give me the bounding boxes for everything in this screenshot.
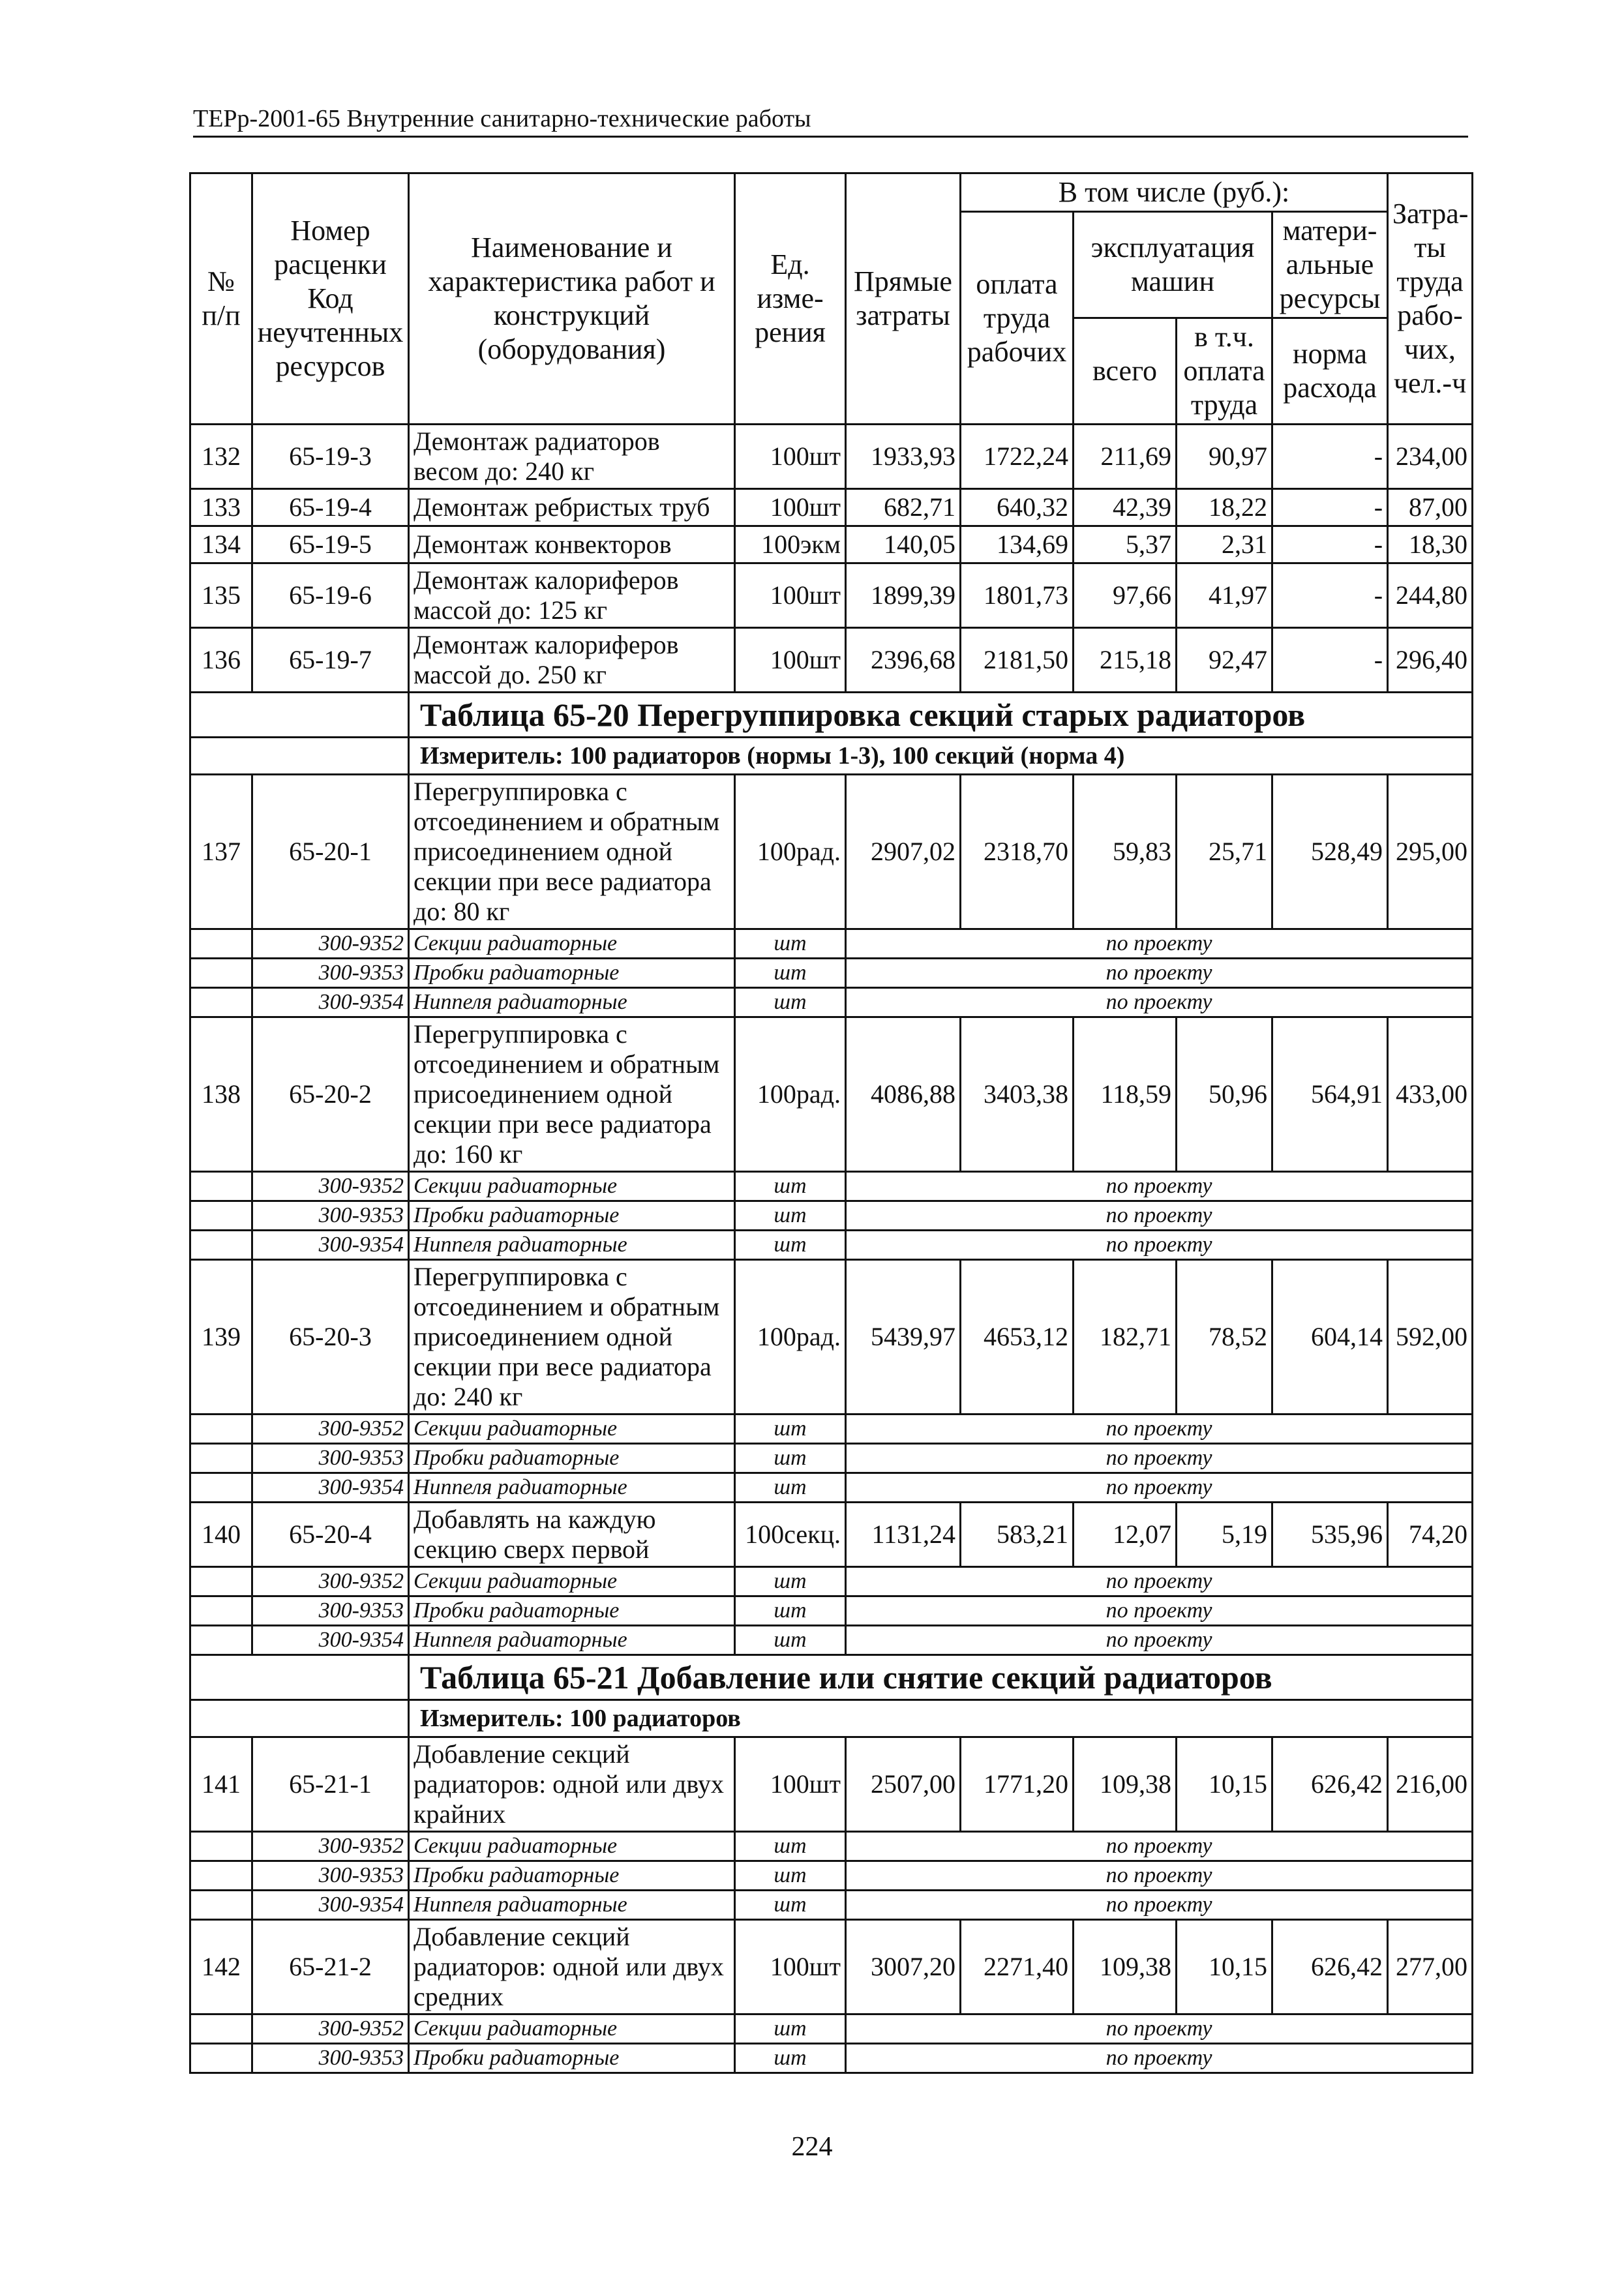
materials-norm: 564,91 <box>1272 1017 1388 1172</box>
unit: 100шт <box>735 489 846 526</box>
empty-cell <box>190 1415 252 1444</box>
direct-cost: 1899,39 <box>846 563 961 628</box>
labor-cost: 296,40 <box>1388 628 1473 693</box>
direct-cost: 2507,00 <box>846 1737 961 1832</box>
resource-name: Секции радиаторные <box>409 1415 735 1444</box>
machines-total: 42,39 <box>1074 489 1177 526</box>
direct-cost: 3007,20 <box>846 1920 961 2014</box>
materials-norm: - <box>1272 425 1388 489</box>
resource-code: 300-9354 <box>252 1891 409 1920</box>
resource-unit: шт <box>735 929 846 959</box>
resource-note: по проекту <box>846 1567 1473 1596</box>
table-row <box>190 1920 1473 2014</box>
resource-row <box>190 1567 1473 1596</box>
machines-total: 118,59 <box>1074 1017 1177 1172</box>
empty-cell <box>190 1832 252 1861</box>
machines-wages: 90,97 <box>1177 425 1272 489</box>
resource-row <box>190 1231 1473 1260</box>
resource-unit: шт <box>735 1201 846 1231</box>
wages-cost: 1771,20 <box>961 1737 1074 1832</box>
rate-code: 65-19-6 <box>252 563 409 628</box>
page-number: 224 <box>791 2132 833 2162</box>
resource-code: 300-9352 <box>252 929 409 959</box>
labor-cost: 74,20 <box>1388 1503 1473 1567</box>
materials-norm: - <box>1272 628 1388 693</box>
rate-code: 65-20-3 <box>252 1260 409 1415</box>
empty-cell <box>190 693 409 738</box>
machines-wages: 10,15 <box>1177 1737 1272 1832</box>
labor-cost: 216,00 <box>1388 1737 1473 1832</box>
resource-code: 300-9353 <box>252 1444 409 1473</box>
col-header-code: Номер расценки Код неучтенных ресурсов <box>252 173 409 425</box>
empty-cell <box>190 1567 252 1596</box>
machines-total: 12,07 <box>1074 1503 1177 1567</box>
resource-note: по проекту <box>846 1201 1473 1231</box>
unit: 100рад. <box>735 775 846 929</box>
empty-cell <box>190 738 409 775</box>
materials-norm: 528,49 <box>1272 775 1388 929</box>
row-number: 139 <box>190 1260 252 1415</box>
wages-cost: 640,32 <box>961 489 1074 526</box>
empty-cell <box>190 2044 252 2073</box>
row-number: 132 <box>190 425 252 489</box>
wages-cost: 1801,73 <box>961 563 1074 628</box>
resource-row <box>190 2044 1473 2073</box>
machines-wages: 10,15 <box>1177 1920 1272 2014</box>
wages-cost: 2318,70 <box>961 775 1074 929</box>
labor-cost: 433,00 <box>1388 1017 1473 1172</box>
empty-cell <box>190 1231 252 1260</box>
empty-cell <box>190 1626 252 1655</box>
materials-norm: 626,42 <box>1272 1737 1388 1832</box>
resource-name: Секции радиаторные <box>409 929 735 959</box>
machines-total: 215,18 <box>1074 628 1177 693</box>
wages-cost: 2181,50 <box>961 628 1074 693</box>
machines-wages: 50,96 <box>1177 1017 1272 1172</box>
col-header-wages: оплата труда рабочих <box>961 212 1074 425</box>
table-row <box>190 563 1473 628</box>
labor-cost: 18,30 <box>1388 526 1473 563</box>
col-header-no: № п/п <box>190 173 252 425</box>
row-number: 134 <box>190 526 252 563</box>
col-header-unit: Ед. изме-рения <box>735 173 846 425</box>
work-name: Демонтаж радиаторов весом до: 240 кг <box>409 425 735 489</box>
rate-code: 65-19-4 <box>252 489 409 526</box>
resource-name: Ниппеля радиаторные <box>409 1626 735 1655</box>
wages-cost: 134,69 <box>961 526 1074 563</box>
resource-code: 300-9353 <box>252 1861 409 1891</box>
resource-code: 300-9352 <box>252 1567 409 1596</box>
resource-note: по проекту <box>846 1172 1473 1201</box>
table-row <box>190 628 1473 693</box>
empty-cell <box>190 1596 252 1626</box>
row-number: 136 <box>190 628 252 693</box>
row-number: 142 <box>190 1920 252 2014</box>
labor-cost: 295,00 <box>1388 775 1473 929</box>
rate-code: 65-20-2 <box>252 1017 409 1172</box>
resource-row <box>190 1473 1473 1503</box>
machines-wages: 41,97 <box>1177 563 1272 628</box>
resource-name: Секции радиаторные <box>409 1567 735 1596</box>
resource-code: 300-9352 <box>252 2014 409 2044</box>
unit: 100рад. <box>735 1260 846 1415</box>
resource-unit: шт <box>735 1473 846 1503</box>
work-name: Перегруппировка с отсоединением и обратным присоединением одной секции при весе радиатора до: 80 кг <box>409 775 735 929</box>
resource-unit: шт <box>735 1415 846 1444</box>
machines-wages: 5,19 <box>1177 1503 1272 1567</box>
row-number: 135 <box>190 563 252 628</box>
unit: 100шт <box>735 425 846 489</box>
resource-code: 300-9352 <box>252 1832 409 1861</box>
unit: 100шт <box>735 628 846 693</box>
col-header-materials: матери-альные ресурсы <box>1272 212 1388 318</box>
table-row <box>190 1737 1473 1832</box>
machines-total: 211,69 <box>1074 425 1177 489</box>
table-row <box>190 489 1473 526</box>
unit: 100экм <box>735 526 846 563</box>
empty-cell <box>190 1655 409 1700</box>
unit: 100шт <box>735 1737 846 1832</box>
materials-norm: - <box>1272 526 1388 563</box>
resource-code: 300-9353 <box>252 1596 409 1626</box>
resource-code: 300-9354 <box>252 988 409 1017</box>
rate-code: 65-19-3 <box>252 425 409 489</box>
machines-total: 5,37 <box>1074 526 1177 563</box>
machines-wages: 78,52 <box>1177 1260 1272 1415</box>
empty-cell <box>190 1700 409 1737</box>
direct-cost: 1933,93 <box>846 425 961 489</box>
table-row <box>190 526 1473 563</box>
resource-code: 300-9353 <box>252 2044 409 2073</box>
resource-code: 300-9353 <box>252 1201 409 1231</box>
direct-cost: 2907,02 <box>846 775 961 929</box>
resource-note: по проекту <box>846 1596 1473 1626</box>
col-header-direct: Прямые затраты <box>846 173 961 425</box>
machines-wages: 25,71 <box>1177 775 1272 929</box>
resource-unit: шт <box>735 1891 846 1920</box>
resource-note: по проекту <box>846 1415 1473 1444</box>
unit: 100рад. <box>735 1017 846 1172</box>
row-number: 140 <box>190 1503 252 1567</box>
work-name: Демонтаж калориферов массой до: 125 кг <box>409 563 735 628</box>
rate-code: 65-20-1 <box>252 775 409 929</box>
machines-total: 109,38 <box>1074 1737 1177 1832</box>
resource-row <box>190 1832 1473 1861</box>
table-measure <box>190 738 1473 775</box>
table-row <box>190 1017 1473 1172</box>
resource-note: по проекту <box>846 2014 1473 2044</box>
col-header-machines: эксплуатация машин <box>1074 212 1272 318</box>
work-name: Добавлять на каждую секцию сверх первой <box>409 1503 735 1567</box>
resource-name: Пробки радиаторные <box>409 1861 735 1891</box>
work-name: Добавление секций радиаторов: одной или двух средних <box>409 1920 735 2014</box>
direct-cost: 2396,68 <box>846 628 961 693</box>
empty-cell <box>190 1172 252 1201</box>
wages-cost: 4653,12 <box>961 1260 1074 1415</box>
rate-code: 65-20-4 <box>252 1503 409 1567</box>
materials-norm: - <box>1272 489 1388 526</box>
resource-unit: шт <box>735 1832 846 1861</box>
table-title-text: Таблица 65-20 Перегруппировка секций старых радиаторов <box>409 693 1473 738</box>
col-header-materials-norm: норма расхода <box>1272 318 1388 425</box>
resource-note: по проекту <box>846 1231 1473 1260</box>
machines-total: 59,83 <box>1074 775 1177 929</box>
row-number: 141 <box>190 1737 252 1832</box>
resource-name: Пробки радиаторные <box>409 959 735 988</box>
row-number: 138 <box>190 1017 252 1172</box>
resource-unit: шт <box>735 959 846 988</box>
resource-name: Пробки радиаторные <box>409 2044 735 2073</box>
table-row <box>190 1503 1473 1567</box>
running-header: ТЕРр-2001-65 Внутренние санитарно-технические работы <box>193 105 811 132</box>
empty-cell <box>190 1891 252 1920</box>
resource-row <box>190 2014 1473 2044</box>
empty-cell <box>190 1861 252 1891</box>
resource-unit: шт <box>735 1231 846 1260</box>
resource-code: 300-9353 <box>252 959 409 988</box>
materials-norm: - <box>1272 563 1388 628</box>
work-name: Добавление секций радиаторов: одной или двух крайних <box>409 1737 735 1832</box>
table-row <box>190 1260 1473 1415</box>
rate-code: 65-19-7 <box>252 628 409 693</box>
empty-cell <box>190 988 252 1017</box>
wages-cost: 3403,38 <box>961 1017 1074 1172</box>
col-header-name: Наименование и характеристика работ и конструкций (оборудования) <box>409 173 735 425</box>
work-name: Демонтаж ребристых труб <box>409 489 735 526</box>
wages-cost: 1722,24 <box>961 425 1074 489</box>
resource-unit: шт <box>735 1596 846 1626</box>
resource-unit: шт <box>735 1172 846 1201</box>
resource-row <box>190 959 1473 988</box>
empty-cell <box>190 1201 252 1231</box>
table-measure <box>190 1700 1473 1737</box>
col-header-machines-wages: в т.ч. оплата труда <box>1177 318 1272 425</box>
row-number: 137 <box>190 775 252 929</box>
unit: 100секц. <box>735 1503 846 1567</box>
resource-code: 300-9354 <box>252 1231 409 1260</box>
resource-code: 300-9352 <box>252 1415 409 1444</box>
empty-cell <box>190 959 252 988</box>
table-title <box>190 693 1473 738</box>
resource-unit: шт <box>735 1567 846 1596</box>
machines-wages: 92,47 <box>1177 628 1272 693</box>
work-name: Перегруппировка с отсоединением и обратным присоединением одной секции при весе радиатора до: 240 кг <box>409 1260 735 1415</box>
resource-name: Пробки радиаторные <box>409 1596 735 1626</box>
resource-code: 300-9352 <box>252 1172 409 1201</box>
machines-total: 182,71 <box>1074 1260 1177 1415</box>
work-name: Демонтаж калориферов массой до. 250 кг <box>409 628 735 693</box>
rate-code: 65-21-2 <box>252 1920 409 2014</box>
resource-name: Ниппеля радиаторные <box>409 988 735 1017</box>
resource-name: Секции радиаторные <box>409 1172 735 1201</box>
resource-row <box>190 1415 1473 1444</box>
wages-cost: 2271,40 <box>961 1920 1074 2014</box>
rate-code: 65-21-1 <box>252 1737 409 1832</box>
rates-table <box>189 172 1473 2074</box>
resource-row <box>190 1172 1473 1201</box>
resource-row <box>190 1626 1473 1655</box>
resource-note: по проекту <box>846 1473 1473 1503</box>
resource-name: Секции радиаторные <box>409 2014 735 2044</box>
resource-name: Ниппеля радиаторные <box>409 1473 735 1503</box>
resource-note: по проекту <box>846 1444 1473 1473</box>
resource-note: по проекту <box>846 929 1473 959</box>
labor-cost: 234,00 <box>1388 425 1473 489</box>
direct-cost: 140,05 <box>846 526 961 563</box>
resource-note: по проекту <box>846 959 1473 988</box>
resource-row <box>190 1596 1473 1626</box>
materials-norm: 604,14 <box>1272 1260 1388 1415</box>
resource-note: по проекту <box>846 988 1473 1017</box>
row-number: 133 <box>190 489 252 526</box>
resource-note: по проекту <box>846 1626 1473 1655</box>
col-header-machines-total: всего <box>1074 318 1177 425</box>
resource-note: по проекту <box>846 1832 1473 1861</box>
resource-name: Пробки радиаторные <box>409 1444 735 1473</box>
machines-total: 109,38 <box>1074 1920 1177 2014</box>
direct-cost: 1131,24 <box>846 1503 961 1567</box>
direct-cost: 4086,88 <box>846 1017 961 1172</box>
machines-wages: 18,22 <box>1177 489 1272 526</box>
resource-note: по проекту <box>846 2044 1473 2073</box>
empty-cell <box>190 2014 252 2044</box>
table-measure-text: Измеритель: 100 радиаторов <box>409 1700 1473 1737</box>
resource-unit: шт <box>735 2044 846 2073</box>
resource-code: 300-9354 <box>252 1626 409 1655</box>
rate-code: 65-19-5 <box>252 526 409 563</box>
direct-cost: 682,71 <box>846 489 961 526</box>
labor-cost: 244,80 <box>1388 563 1473 628</box>
col-header-group: В том числе (руб.): <box>961 173 1388 212</box>
table-title <box>190 1655 1473 1700</box>
resource-row <box>190 988 1473 1017</box>
resource-unit: шт <box>735 1626 846 1655</box>
resource-name: Ниппеля радиаторные <box>409 1231 735 1260</box>
labor-cost: 87,00 <box>1388 489 1473 526</box>
resource-unit: шт <box>735 1444 846 1473</box>
materials-norm: 535,96 <box>1272 1503 1388 1567</box>
labor-cost: 592,00 <box>1388 1260 1473 1415</box>
materials-norm: 626,42 <box>1272 1920 1388 2014</box>
resource-row <box>190 1891 1473 1920</box>
resource-unit: шт <box>735 2014 846 2044</box>
table-row <box>190 425 1473 489</box>
empty-cell <box>190 929 252 959</box>
empty-cell <box>190 1444 252 1473</box>
resource-name: Ниппеля радиаторные <box>409 1891 735 1920</box>
labor-cost: 277,00 <box>1388 1920 1473 2014</box>
wages-cost: 583,21 <box>961 1503 1074 1567</box>
resource-name: Секции радиаторные <box>409 1832 735 1861</box>
header-rule <box>193 136 1468 138</box>
machines-wages: 2,31 <box>1177 526 1272 563</box>
resource-code: 300-9354 <box>252 1473 409 1503</box>
direct-cost: 5439,97 <box>846 1260 961 1415</box>
resource-unit: шт <box>735 988 846 1017</box>
resource-unit: шт <box>735 1861 846 1891</box>
col-header-labor: Затра-ты труда рабо-чих, чел.-ч <box>1388 173 1473 425</box>
header-row-1 <box>190 173 1473 212</box>
table-title-text: Таблица 65-21 Добавление или снятие секций радиаторов <box>409 1655 1473 1700</box>
empty-cell <box>190 1473 252 1503</box>
resource-row <box>190 1861 1473 1891</box>
machines-total: 97,66 <box>1074 563 1177 628</box>
unit: 100шт <box>735 563 846 628</box>
table-row <box>190 775 1473 929</box>
resource-note: по проекту <box>846 1891 1473 1920</box>
resource-row <box>190 1201 1473 1231</box>
resource-row <box>190 1444 1473 1473</box>
resource-note: по проекту <box>846 1861 1473 1891</box>
work-name: Перегруппировка с отсоединением и обратным присоединением одной секции при весе радиатора до: 160 кг <box>409 1017 735 1172</box>
unit: 100шт <box>735 1920 846 2014</box>
table-measure-text: Измеритель: 100 радиаторов (нормы 1-3), 100 секций (норма 4) <box>409 738 1473 775</box>
work-name: Демонтаж конвекторов <box>409 526 735 563</box>
resource-row <box>190 929 1473 959</box>
resource-name: Пробки радиаторные <box>409 1201 735 1231</box>
